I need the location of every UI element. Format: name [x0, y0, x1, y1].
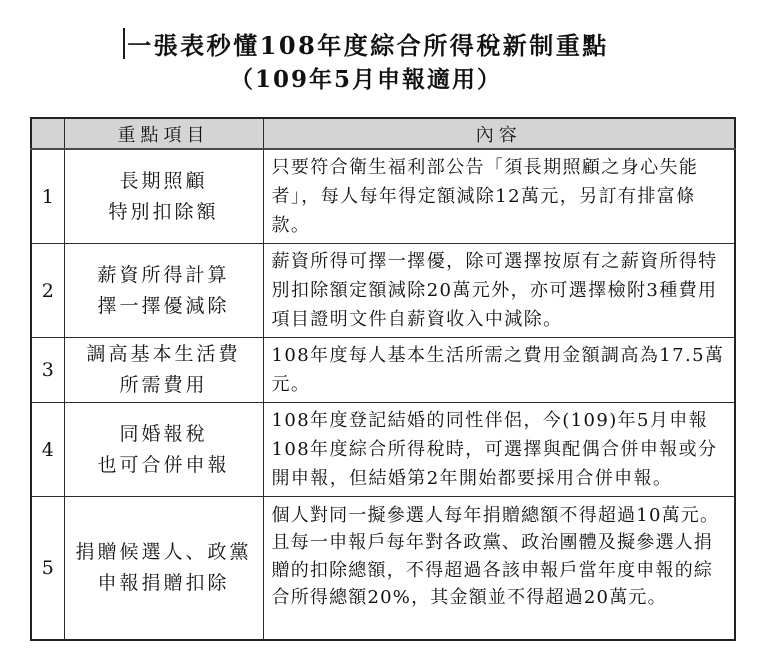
item-line: 所需費用	[119, 374, 208, 396]
row-number: 1	[31, 149, 64, 244]
table-row	[31, 149, 735, 244]
row-number: 3	[31, 338, 64, 403]
title-line-1	[0, 28, 732, 61]
item-line: 同婚報稅	[119, 422, 208, 445]
item-line: 也可合併申報	[97, 453, 230, 476]
row-number: 2	[31, 244, 64, 338]
row-content: 108年度登記結婚的同性伴侶，今(109)年5月申報108年度綜合所得稅時，可選擇與配偶合併申報或分開申報，但結婚第2年開始都要採用合併申報。	[263, 403, 735, 497]
table-row	[31, 403, 735, 497]
row-number: 5	[31, 497, 64, 640]
row-content: 108年度每人基本生活所需之費用金額調高為17.5萬元。	[263, 338, 735, 403]
row-number: 4	[31, 403, 64, 497]
item-line: 擇一擇優減除	[97, 294, 230, 317]
item-line: 調高基本生活費	[86, 343, 241, 365]
row-item	[64, 149, 263, 244]
row-item	[64, 338, 263, 403]
table-row	[31, 244, 735, 338]
header-cell-item: 重點項目	[64, 118, 263, 149]
tax-summary-table	[30, 117, 736, 641]
header-cell-content: 內容	[263, 118, 735, 149]
text-cursor	[123, 28, 125, 59]
row-item	[64, 244, 263, 338]
item-line: 特別扣除額	[108, 200, 219, 223]
item-line: 長期照顧	[119, 169, 208, 192]
row-content: 只要符合衛生福利部公告「須長期照顧之身心失能者」，每人每年得定額減除12萬元，另訂有排富條款。	[263, 149, 735, 244]
item-line: 捐贈候選人、政黨	[75, 540, 252, 563]
row-content: 薪資所得可擇一擇優，除可選擇按原有之薪資所得特別扣除額定額減除20萬元外，亦可選擇檢附3種費用項目證明文件自薪資收入中減除。	[263, 244, 735, 338]
table-row	[31, 338, 735, 403]
header-cell-number	[31, 118, 64, 149]
title-line-2: （109年5月申報適用）	[229, 66, 502, 94]
row-content: 個人對同一擬參選人每年捐贈總額不得超過10萬元。且每一申報戶每年對各政黨、政治團體及擬參選人捐贈的扣除總額，不得超過各該申報戶當年度申報的綜合所得總額20%，其金額並不得超過20萬元。	[263, 497, 735, 640]
page-title	[0, 28, 732, 95]
item-line: 申報捐贈扣除	[97, 571, 230, 594]
table-header-row	[31, 118, 735, 149]
item-line: 薪資所得計算	[97, 263, 230, 286]
row-item	[64, 497, 263, 640]
title-text: 一張表秒懂108年度綜合所得稅新制重點	[127, 31, 609, 60]
row-item	[64, 403, 263, 497]
table-row	[31, 497, 735, 640]
